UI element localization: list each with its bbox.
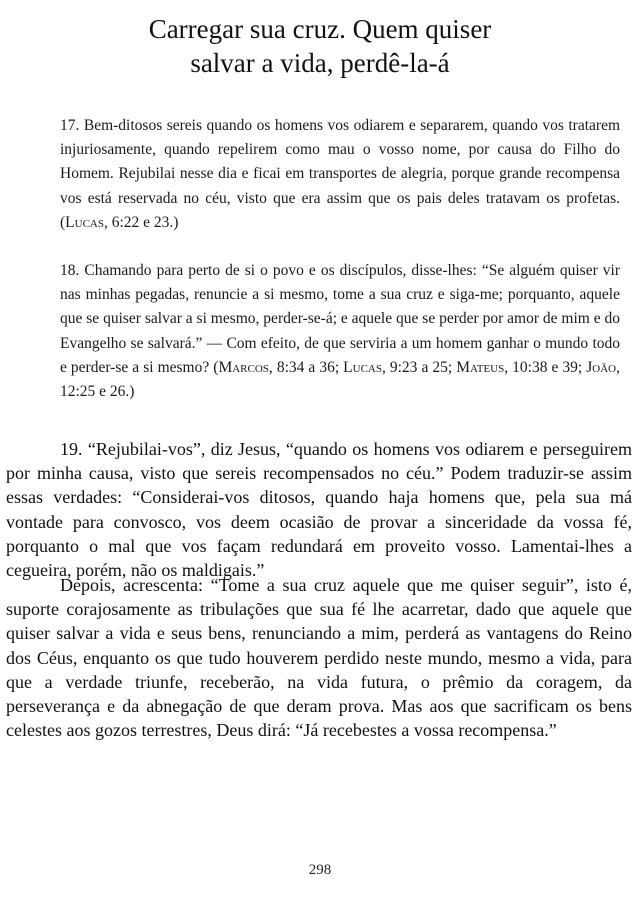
title-line-2: salvar a vida, perdê-la-á [190, 48, 450, 78]
quote-17-ref-tail: , 6:22 e 23.) [103, 213, 179, 231]
quote-18-ref-4: João [586, 358, 617, 376]
title-line-1: Carregar sua cruz. Quem quiser [148, 14, 492, 44]
chapter-section-title [0, 12, 640, 80]
quote-18-ref-3-tail: , 10:38 e 39; [504, 358, 587, 376]
paragraph-19: 19. “Rejubilai-vos”, diz Jesus, “quando os homens vos odiarem e perseguirem por minha causa, visto que sereis recompensados no céu.” Podem traduzir-se assim essas verdades: “Considerai-vos ditosos, quando haja homens que, pela sua má vontade para convosco, vos deem ocasião de provar a sinceridade da vossa fé, porquanto o mal que vos façam redundará em proveito vosso. Lamentai-lhes a cegueira, porém, não os maldigais.” [6, 439, 632, 581]
quote-18-ref-4-tail: , 12:25 e 26.) [60, 358, 620, 401]
quote-18-ref-1-tail: , 8:34 a 36; [268, 358, 344, 376]
quote-18-ref-2: Lucas [343, 358, 382, 376]
quote-18-text: 18. Chamando para perto de si o povo e os discípulos, disse-lhes: “Se alguém quiser vir nas minhas pegadas, renuncie a si mesmo, tome a sua cruz e siga-me; porquanto, aquele que se quiser salvar a si mesmo, perder-se-á; e aquele que se perder por amor de mim e do Evangelho se salvará.” — Com efeito, de que serviria a um homem ganhar o mundo todo e perder-se a si mesmo? ( [60, 262, 620, 376]
scripture-quote-17 [60, 114, 620, 235]
quote-17-ref: Lucas [65, 213, 104, 231]
quote-18-ref-1: Marcos [218, 358, 269, 376]
paragraph-depois: Depois, acrescenta: “Tome a sua cruz aquele que me quiser seguir”, isto é, suporte corajosamente as tribulações que sua fé lhe acarretar, dado que aquele que quiser salvar a vida e seus bens, renunciando a mim, perderá as vantagens do Reino dos Céus, enquanto os que tudo houverem perdido neste mundo, mesmo a vida, para que a verdade triunfe, receberão, na vida futura, o prêmio da coragem, da perseverança e da abnegação de que deram prova. Mas aos que sacrificam os bens celestes aos gozos terrestres, Deus dirá: “Já recebestes a vossa recompensa.” [6, 575, 632, 741]
quote-17-text: 17. Bem-ditosos sereis quando os homens vos odiarem e separarem, quando vos tratarem injuriosamente, quando repelirem como mau o vosso nome, por causa do Filho do Homem. Rejubilai nesse dia e ficai em transportes de alegria, porque grande recompensa vos está reservada no céu, visto que era assim que os pais deles tratavam os profetas. ( [60, 117, 620, 231]
quote-18-ref-3: Mateus [456, 358, 505, 376]
quote-18-ref-2-tail: , 9:23 a 25; [381, 358, 457, 376]
page-number: 298 [308, 862, 332, 878]
scripture-quote-18 [60, 259, 620, 404]
